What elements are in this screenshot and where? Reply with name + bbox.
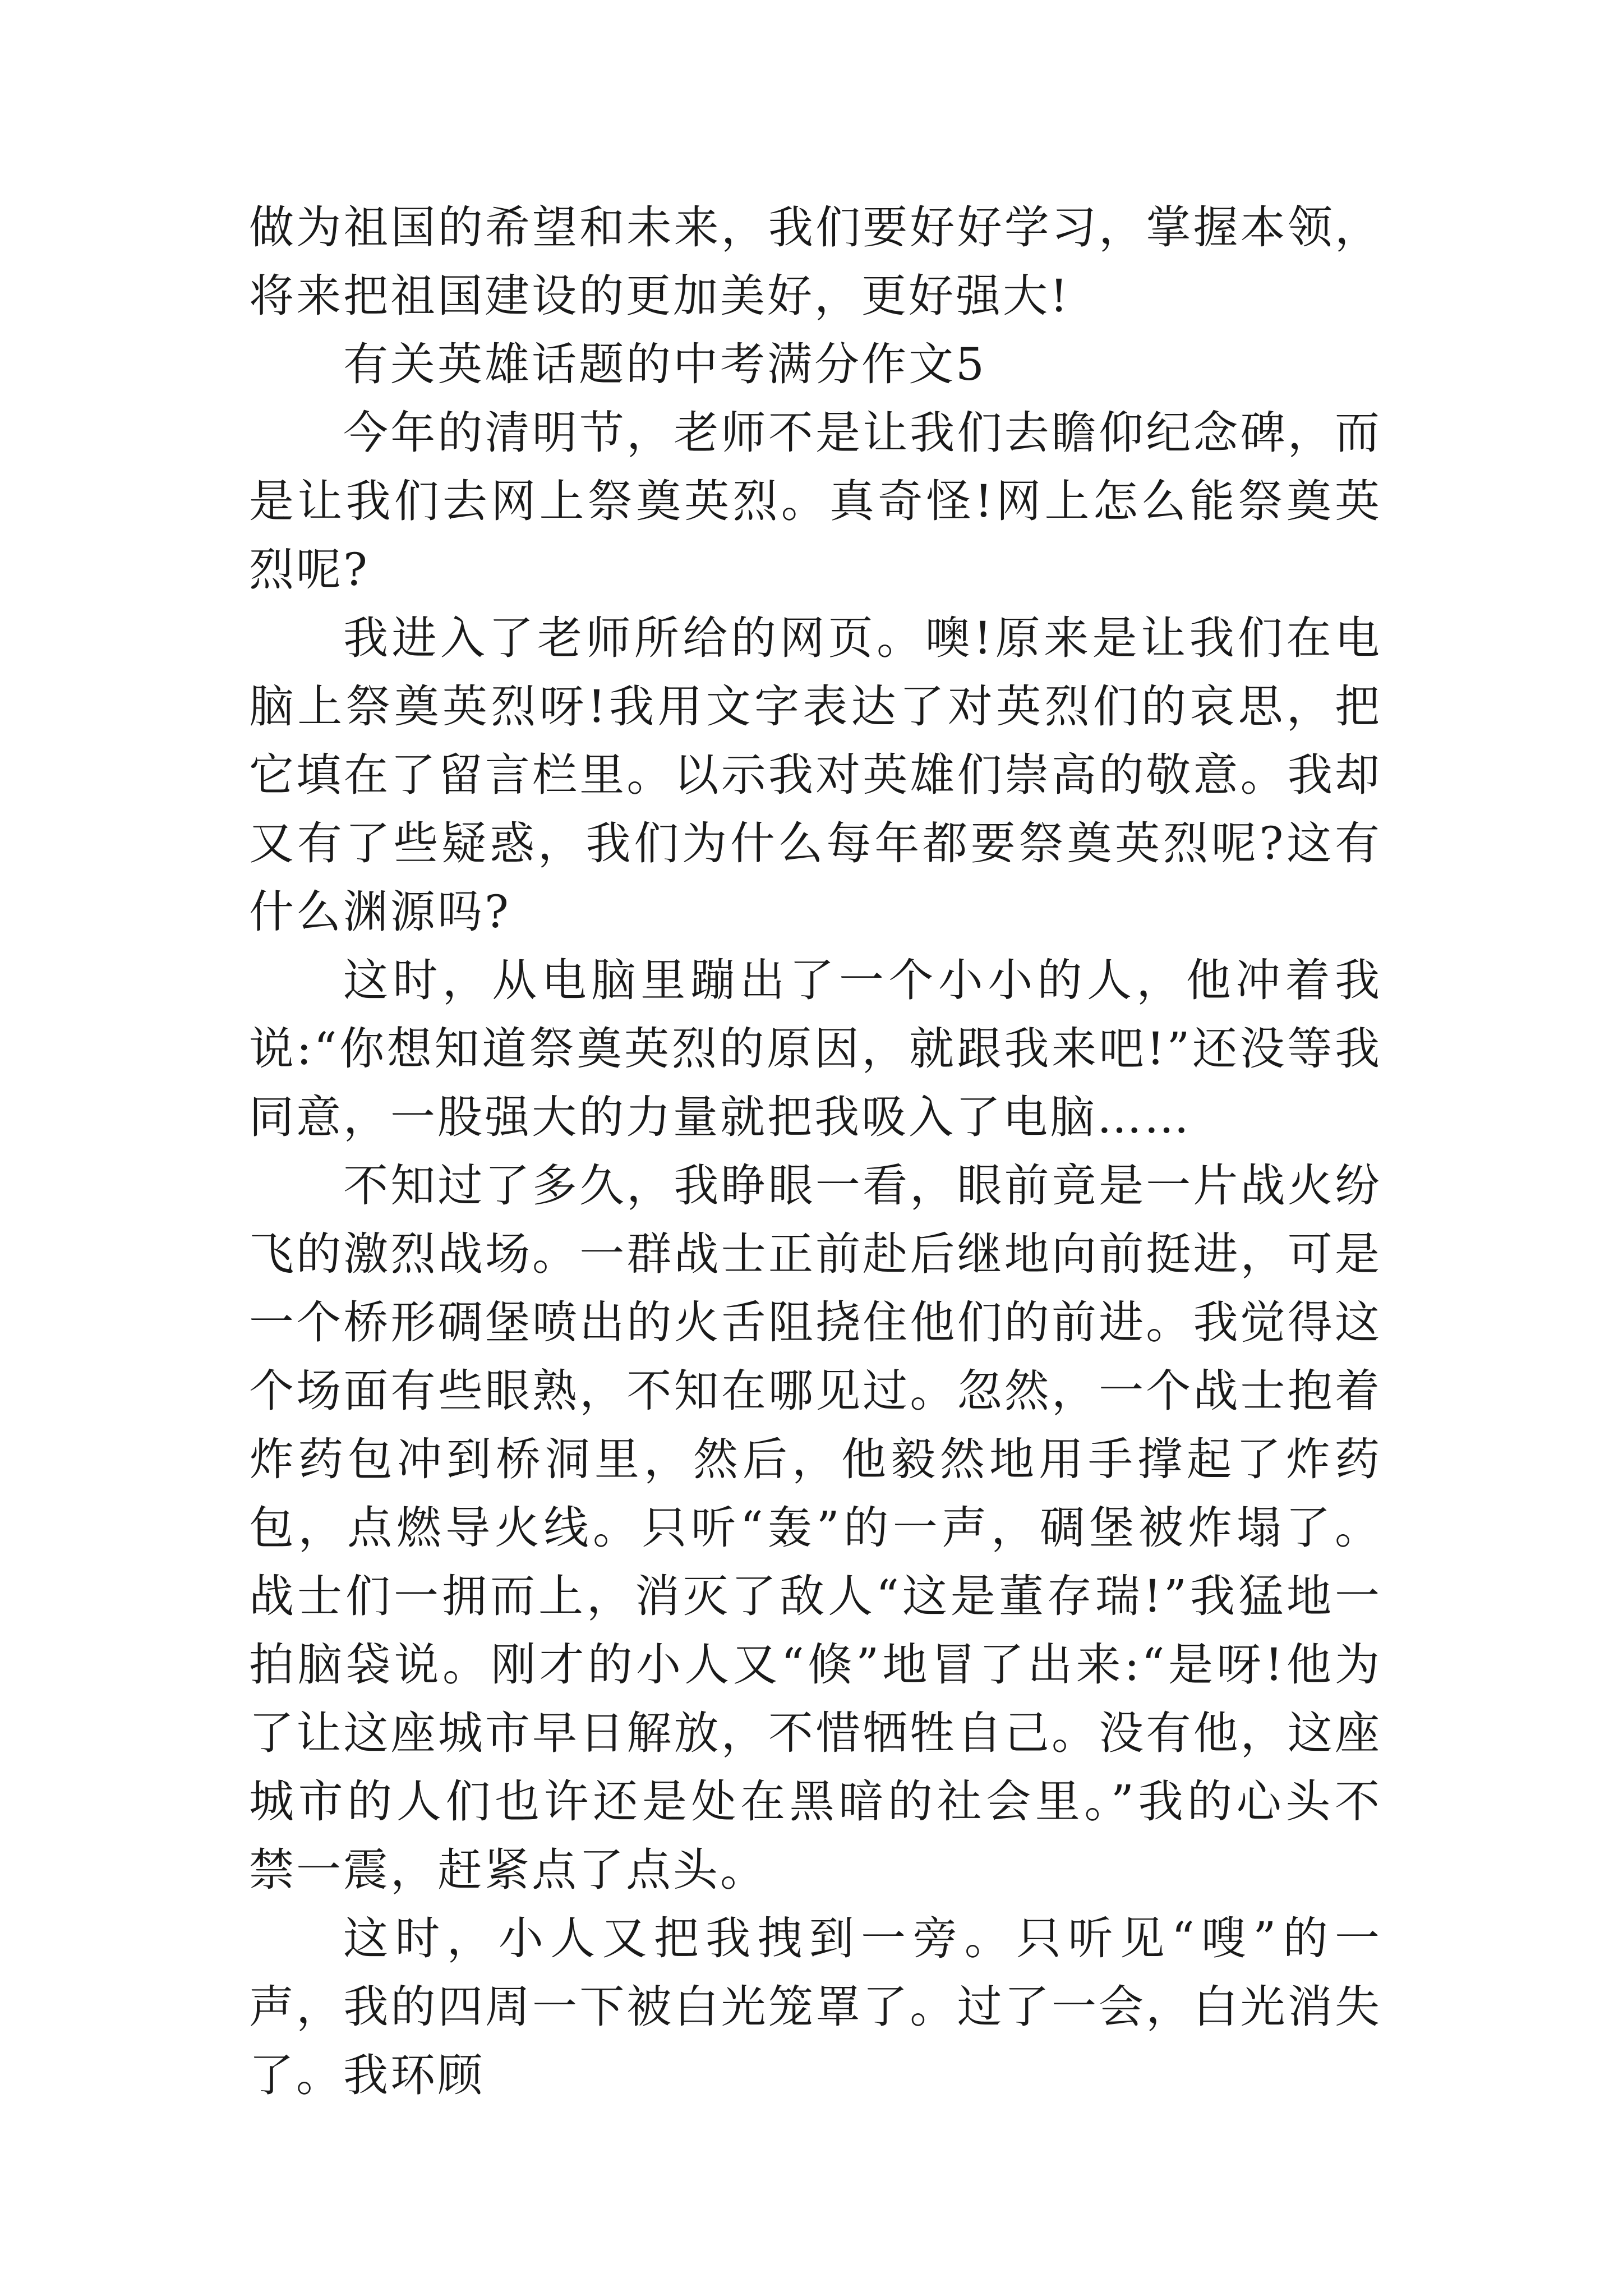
- paragraph: 这时，从电脑里蹦出了一个小小的人，他冲着我说:“你想知道祭奠英烈的原因，就跟我来吧!”还没等我同意，一股强大的力量就把我吸入了电脑……: [249, 954, 1382, 1143]
- paragraph-continuation: 做为祖国的希望和未来，我们要好好学习，掌握本领，将来把祖国建设的更加美好，更好强大!: [249, 201, 1382, 322]
- section-heading: 有关英雄话题的中考满分作文5: [343, 338, 986, 390]
- document-body: [249, 194, 1382, 2110]
- paragraph: 我进入了老师所给的网页。噢!原来是让我们在电脑上祭奠英烈呀!我用文字表达了对英烈们的哀思，把它填在了留言栏里。以示我对英雄们崇高的敬意。我却又有了些疑惑，我们为什么每年都要祭奠英烈呢?这有什么渊源吗?: [249, 612, 1382, 938]
- paragraph: 不知过了多久，我睁眼一看，眼前竟是一片战火纷飞的激烈战场。一群战士正前赴后继地向前挺进，可是一个桥形碉堡喷出的火舌阻挠住他们的前进。我觉得这个场面有些眼熟，不知在哪见过。忽然，一个战士抱着炸药包冲到桥洞里，然后，他毅然地用手撑起了炸药包，点燃导火线。只听“轰”的一声，碉堡被炸塌了。战士们一拥而上，消灭了敌人“这是董存瑞!”我猛地一拍脑袋说。刚才的小人又“倏”地冒了出来:“是呀!他为了让这座城市早日解放，不惜牺牲自己。没有他，这座城市的人们也许还是处在黑暗的社会里。”我的心头不禁一震，赶紧点了点头。: [249, 1159, 1382, 1896]
- paragraph: 今年的清明节，老师不是让我们去瞻仰纪念碑，而是让我们去网上祭奠英烈。真奇怪!网上怎么能祭奠英烈呢?: [249, 407, 1382, 596]
- paragraph: 这时，小人又把我拽到一旁。只听见“嗖”的一声，我的四周一下被白光笼罩了。过了一会，白光消失了。我环顾: [249, 1912, 1382, 2101]
